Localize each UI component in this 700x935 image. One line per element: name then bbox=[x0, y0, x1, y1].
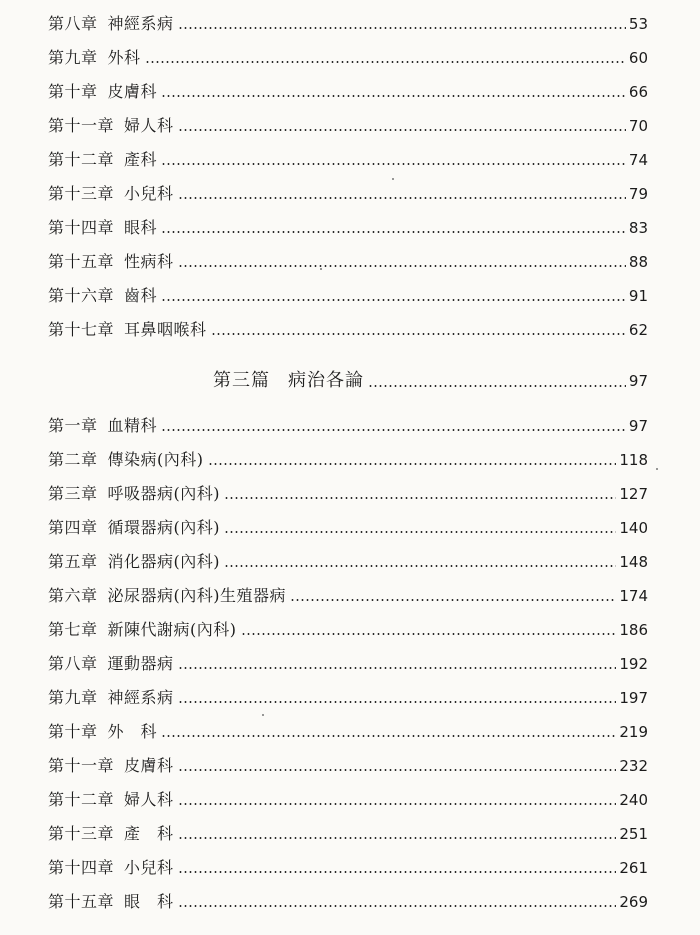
dot-leader bbox=[178, 129, 626, 131]
page-number: 118 bbox=[619, 451, 648, 469]
chapter-number: 第二章 bbox=[48, 450, 98, 469]
chapter-title: 神經系病 bbox=[107, 688, 174, 707]
page-number: 192 bbox=[619, 655, 648, 673]
dot-leader bbox=[178, 701, 617, 703]
toc-entry bbox=[48, 752, 648, 776]
toc-entry bbox=[48, 112, 648, 136]
page-number: 79 bbox=[628, 185, 648, 203]
dot-leader bbox=[145, 61, 626, 63]
chapter-number: 第五章 bbox=[48, 552, 98, 571]
chapter-title: 神經系病 bbox=[107, 14, 174, 33]
chapter-number: 第十四章 bbox=[48, 218, 115, 237]
dot-leader bbox=[178, 27, 626, 29]
chapter-number: 第十五章 bbox=[48, 252, 115, 271]
chapter-number: 第十章 bbox=[48, 722, 98, 741]
chapter-number: 第十七章 bbox=[48, 320, 115, 339]
chapter-number: 第十一章 bbox=[48, 756, 115, 775]
page-number: 74 bbox=[628, 151, 648, 169]
toc-entry bbox=[48, 78, 648, 102]
scan-speck bbox=[320, 268, 322, 270]
chapter-number: 第一章 bbox=[48, 416, 98, 435]
dot-leader bbox=[178, 837, 617, 839]
chapter-title: 泌尿器病(內科)生殖器病 bbox=[107, 586, 287, 605]
chapter-title: 小兒科 bbox=[124, 858, 174, 877]
scan-speck bbox=[392, 178, 394, 180]
page-number: 97 bbox=[628, 417, 648, 435]
page-number: 148 bbox=[619, 553, 648, 571]
chapter-title: 傳染病(內科) bbox=[107, 450, 204, 469]
chapter-title: 性病科 bbox=[124, 252, 174, 271]
page-number: 186 bbox=[619, 621, 648, 639]
dot-leader bbox=[208, 463, 617, 465]
toc-entry bbox=[48, 214, 648, 238]
dot-leader bbox=[178, 667, 617, 669]
page-number: 219 bbox=[619, 723, 648, 741]
chapter-number: 第九章 bbox=[48, 48, 98, 67]
chapter-title: 血精科 bbox=[107, 416, 158, 435]
toc-entry bbox=[48, 684, 648, 708]
page-number: 261 bbox=[619, 859, 648, 877]
chapter-number: 第十六章 bbox=[48, 286, 115, 305]
dot-leader bbox=[161, 163, 626, 165]
page-number: 251 bbox=[619, 825, 648, 843]
section-number: 第三篇 bbox=[213, 370, 270, 391]
chapter-title: 皮膚科 bbox=[107, 82, 158, 101]
dot-leader bbox=[161, 95, 626, 97]
section-title: 病治各論 bbox=[288, 370, 364, 391]
dot-leader bbox=[178, 905, 617, 907]
dot-leader bbox=[161, 429, 626, 431]
dot-leader bbox=[368, 385, 626, 387]
page-number: 88 bbox=[628, 253, 648, 271]
page-number: 53 bbox=[628, 15, 648, 33]
dot-leader bbox=[161, 735, 616, 737]
toc-entry bbox=[48, 180, 648, 204]
scan-speck bbox=[656, 468, 658, 470]
page-number: 140 bbox=[619, 519, 648, 537]
toc-entry bbox=[48, 44, 648, 68]
toc-entry bbox=[48, 582, 648, 606]
toc-entry bbox=[48, 616, 648, 640]
chapter-title: 眼 科 bbox=[124, 892, 174, 911]
toc-entry bbox=[48, 514, 648, 538]
chapter-title: 呼吸器病(內科) bbox=[107, 484, 221, 503]
page-number: 174 bbox=[619, 587, 648, 605]
page-number: 232 bbox=[619, 757, 648, 775]
chapter-number: 第八章 bbox=[48, 654, 98, 673]
toc-entry bbox=[48, 786, 648, 810]
chapter-number: 第十四章 bbox=[48, 858, 115, 877]
toc-entry bbox=[48, 446, 648, 470]
chapter-number: 第十三章 bbox=[48, 824, 115, 843]
toc-entry bbox=[48, 854, 648, 878]
page-number: 62 bbox=[628, 321, 648, 339]
chapter-number: 第十三章 bbox=[48, 184, 115, 203]
page-number: 66 bbox=[628, 83, 648, 101]
toc-entry bbox=[48, 480, 648, 504]
chapter-title: 眼科 bbox=[124, 218, 158, 237]
chapter-title: 外科 bbox=[107, 48, 141, 67]
chapter-title: 小兒科 bbox=[124, 184, 174, 203]
dot-leader bbox=[224, 531, 616, 533]
toc-entry bbox=[48, 650, 648, 674]
scan-speck bbox=[262, 714, 264, 716]
page-number: 91 bbox=[628, 287, 648, 305]
page-number: 97 bbox=[628, 372, 648, 390]
dot-leader bbox=[178, 769, 617, 771]
dot-leader bbox=[241, 633, 617, 635]
dot-leader bbox=[178, 265, 626, 267]
toc-entry bbox=[48, 888, 648, 912]
dot-leader bbox=[178, 197, 626, 199]
toc-entry bbox=[48, 412, 648, 436]
dot-leader bbox=[161, 299, 626, 301]
chapter-title: 婦人科 bbox=[124, 790, 174, 809]
toc-entry bbox=[48, 718, 648, 742]
toc-entry bbox=[48, 548, 648, 572]
toc-entry bbox=[48, 146, 648, 170]
chapter-title: 耳鼻咽喉科 bbox=[124, 320, 207, 339]
chapter-title: 外 科 bbox=[107, 722, 158, 741]
dot-leader bbox=[178, 803, 617, 805]
page-number: 70 bbox=[628, 117, 648, 135]
chapter-number: 第十五章 bbox=[48, 892, 115, 911]
chapter-number: 第十一章 bbox=[48, 116, 115, 135]
page-number: 269 bbox=[619, 893, 648, 911]
chapter-number: 第四章 bbox=[48, 518, 98, 537]
chapter-number: 第三章 bbox=[48, 484, 98, 503]
toc-entry bbox=[48, 820, 648, 844]
page-number: 127 bbox=[619, 485, 648, 503]
chapter-title: 產科 bbox=[124, 150, 158, 169]
section-heading bbox=[213, 366, 648, 392]
toc-entry bbox=[48, 10, 648, 34]
chapter-title: 新陳代謝病(內科) bbox=[107, 620, 237, 639]
dot-leader bbox=[224, 497, 616, 499]
chapter-number: 第十二章 bbox=[48, 790, 115, 809]
toc-entry bbox=[48, 282, 648, 306]
chapter-number: 第八章 bbox=[48, 14, 98, 33]
page-number: 197 bbox=[619, 689, 648, 707]
toc-entry bbox=[48, 248, 648, 272]
chapter-title: 皮膚科 bbox=[124, 756, 174, 775]
chapter-number: 第十章 bbox=[48, 82, 98, 101]
chapter-number: 第六章 bbox=[48, 586, 98, 605]
dot-leader bbox=[211, 333, 626, 335]
chapter-number: 第九章 bbox=[48, 688, 98, 707]
page-number: 83 bbox=[628, 219, 648, 237]
chapter-number: 第七章 bbox=[48, 620, 98, 639]
dot-leader bbox=[161, 231, 626, 233]
dot-leader bbox=[224, 565, 616, 567]
chapter-title: 齒科 bbox=[124, 286, 158, 305]
chapter-title: 消化器病(內科) bbox=[107, 552, 221, 571]
page-number: 60 bbox=[628, 49, 648, 67]
toc-entry bbox=[48, 316, 648, 340]
chapter-title: 產 科 bbox=[124, 824, 174, 843]
page-number: 240 bbox=[619, 791, 648, 809]
chapter-title: 運動器病 bbox=[107, 654, 174, 673]
dot-leader bbox=[178, 871, 617, 873]
chapter-number: 第十二章 bbox=[48, 150, 115, 169]
chapter-title: 循環器病(內科) bbox=[107, 518, 221, 537]
dot-leader bbox=[290, 599, 616, 601]
chapter-title: 婦人科 bbox=[124, 116, 174, 135]
